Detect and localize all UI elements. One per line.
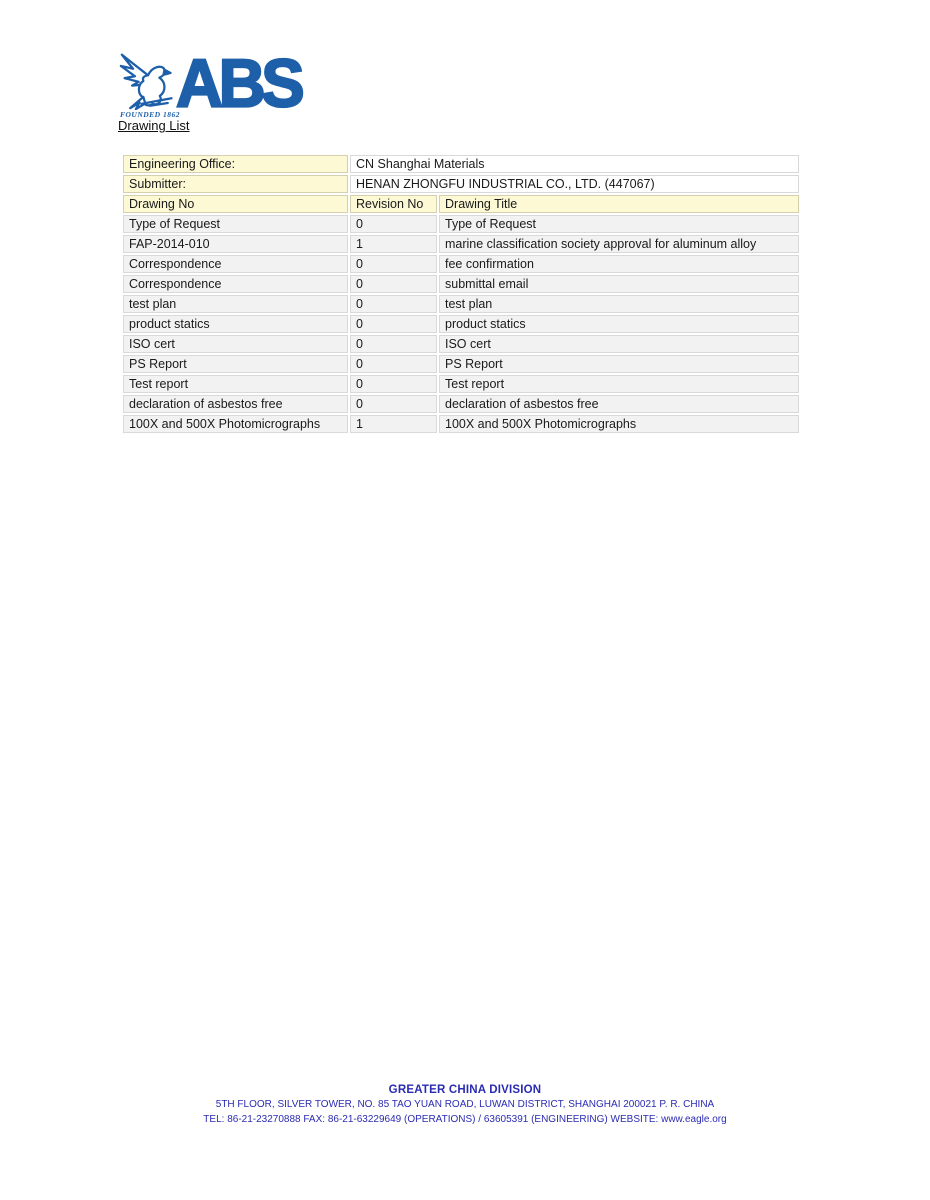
table-row [123,215,799,233]
table-row [123,235,799,253]
engineering-office-row [123,155,799,173]
page-footer [0,1083,930,1127]
revision-no-cell: 0 [350,355,437,373]
footer-division: GREATER CHINA DIVISION [388,1084,542,1096]
table-row [123,375,799,393]
submitter-label: Submitter: [123,175,348,193]
drawing-no-cell: product statics [123,315,348,333]
table-row [123,315,799,333]
engineering-office-value: CN Shanghai Materials [350,155,799,173]
drawing-list-title[interactable]: Drawing List [118,118,190,133]
drawing-title-cell: declaration of asbestos free [439,395,799,413]
revision-no-cell: 1 [350,235,437,253]
column-header-drawing-title: Drawing Title [439,195,799,213]
eagle-icon [118,50,180,110]
revision-no-cell: 1 [350,415,437,433]
column-header-revision-no: Revision No [350,195,437,213]
drawing-title-cell: 100X and 500X Photomicrographs [439,415,799,433]
table-row [123,275,799,293]
revision-no-cell: 0 [350,295,437,313]
table-row [123,395,799,413]
drawing-title-cell: Type of Request [439,215,799,233]
drawing-title-cell: product statics [439,315,799,333]
drawing-no-cell: declaration of asbestos free [123,395,348,413]
column-header-drawing-no: Drawing No [123,195,348,213]
footer-contact: TEL: 86-21-23270888 FAX: 86-21-63229649 (OPERATIONS) / 63605391 (ENGINEERING) WEBSITE: www.eagle.org [203,1113,727,1125]
drawing-no-cell: FAP-2014-010 [123,235,348,253]
table-row [123,415,799,433]
drawing-title-cell: submittal email [439,275,799,293]
revision-no-cell: 0 [350,395,437,413]
drawing-title-cell: fee confirmation [439,255,799,273]
drawing-no-cell: ISO cert [123,335,348,353]
drawing-no-cell: Correspondence [123,275,348,293]
table-row [123,295,799,313]
revision-no-cell: 0 [350,215,437,233]
abs-wordmark: ABS [176,44,301,122]
drawing-no-cell: Type of Request [123,215,348,233]
drawing-title-cell: ISO cert [439,335,799,353]
drawing-title-cell: Test report [439,375,799,393]
drawing-no-cell: Test report [123,375,348,393]
table-body [123,215,799,433]
revision-no-cell: 0 [350,315,437,333]
drawing-title-cell: PS Report [439,355,799,373]
drawing-no-cell: PS Report [123,355,348,373]
footer-address: 5TH FLOOR, SILVER TOWER, NO. 85 TAO YUAN ROAD, LUWAN DISTRICT, SHANGHAI 200021 P. R. CHINA [215,1099,715,1110]
revision-no-cell: 0 [350,375,437,393]
submitter-value: HENAN ZHONGFU INDUSTRIAL CO., LTD. (447067) [350,175,799,193]
column-header-row [123,195,799,213]
table-row [123,335,799,353]
revision-no-cell: 0 [350,255,437,273]
engineering-office-label: Engineering Office: [123,155,348,173]
drawing-title-cell: test plan [439,295,799,313]
revision-no-cell: 0 [350,335,437,353]
drawing-list-table [121,153,801,435]
drawing-no-cell: Correspondence [123,255,348,273]
revision-no-cell: 0 [350,275,437,293]
table-row [123,255,799,273]
drawing-title-cell: marine classification society approval for aluminum alloy [439,235,799,253]
table-row [123,355,799,373]
drawing-no-cell: 100X and 500X Photomicrographs [123,415,348,433]
drawing-no-cell: test plan [123,295,348,313]
founded-text: FOUNDED 1862 [120,110,180,119]
submitter-row [123,175,799,193]
